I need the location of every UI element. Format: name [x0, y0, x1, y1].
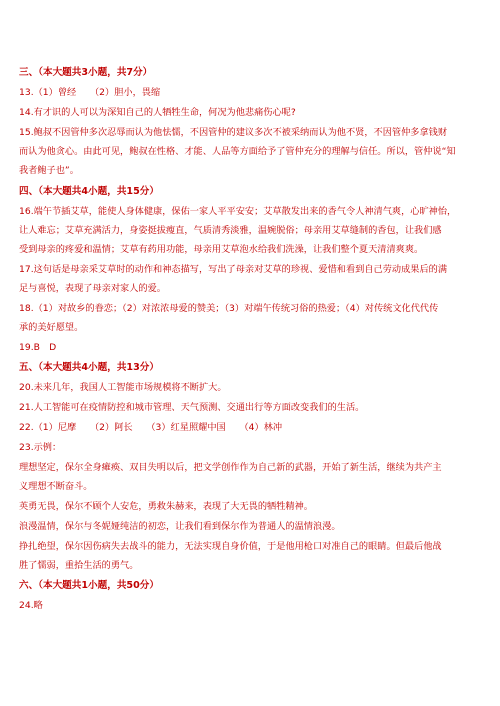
answer-22: 22.（1）尼摩 （2）阿长 （3）红星照耀中国 （4）林冲	[19, 422, 283, 433]
example-4-line-2: 胜了懦弱，重拾生活的勇气。	[19, 560, 139, 571]
answer-17-line-1: 17.这句话是母亲采艾草时的动作和神态描写，写出了母亲对艾草的珍视、爱惜和看到自己劳动成果后的满	[19, 264, 448, 275]
answer-16-line-3: 受到母亲的疼爱和温情；艾草有药用功能，母亲用艾草泡水给我们洗澡，让我们整个夏天清清爽爽。	[19, 244, 424, 255]
section-4-heading: 四、（本大题共4小题，共15分）	[19, 186, 159, 197]
answer-24: 24.略	[19, 600, 43, 611]
answer-16-line-1: 16.端午节插艾草，能使人身体健康，保佑一家人平平安安；艾草散发出来的香气令人神清气爽，心旷神怡，	[19, 206, 457, 217]
example-3: 浪漫温情，保尔与冬妮娅纯洁的初恋，让我们看到保尔作为普通人的温情浪漫。	[19, 521, 341, 532]
answer-14: 14.有才识的人可以为深知自己的人牺牲生命，何况为他悲痛伤心呢?	[19, 107, 296, 118]
section-5-heading: 五、（本大题共4小题，共13分）	[19, 362, 159, 373]
example-1-line-2: 义理想不断奋斗。	[19, 481, 93, 492]
section-3-heading: 三、（本大题共3小题，共7分）	[19, 67, 153, 78]
answer-13: 13.（1）曾经 （2）胆小，畏缩	[19, 87, 161, 98]
answer-16-line-2: 让人难忘；艾草充满活力，身姿挺拔瘦直，气质清秀淡雅，温婉脱俗；母亲用艾草缝制的香包，让我们感	[19, 225, 442, 236]
example-1-line-1: 理想坚定，保尔全身瘫痪、双目失明以后，把文学创作作为自己新的武器，开始了新生活，继续为共产主	[19, 462, 442, 473]
answer-15-line-3: 我者鲍子也”。	[19, 165, 79, 176]
answer-21: 21.人工智能可在疫情防控和城市管理、天气预测、交通出行等方面改变我们的生活。	[19, 402, 365, 413]
answer-key-document	[19, 60, 485, 613]
answer-15-line-2: 而认为他贪心。由此可见，鲍叔在性格、才能、人品等方面给予了管仲充分的理解与信任。所以，管仲说“知	[19, 146, 456, 157]
example-2: 英勇无畏，保尔不顾个人安危，勇救朱赫来，表现了大无畏的牺牲精神。	[19, 501, 313, 512]
answer-17-line-2: 足与喜悦，表现了母亲对家人的爱。	[19, 283, 166, 294]
example-4-line-1: 挣扎绝望，保尔因伤病失去战斗的能力，无法实现自身价值，于是他用枪口对准自己的眼睛。但最后他战	[19, 541, 442, 552]
answer-23-label: 23.示例：	[19, 442, 62, 453]
answer-15-line-1: 15.鲍叔不因管仲多次忍辱而认为他怯懦，不因管仲的建议多次不被采纳而认为他不贤，不因管仲多拿钱财	[19, 127, 448, 138]
section-6-heading: 六、（本大题共1小题，共50分）	[19, 580, 159, 591]
answer-18-line-1: 18.（1）对故乡的眷恋；（2）对浓浓母爱的赞美；（3）对端午传统习俗的热爱；（4）对传统文化代代传	[19, 303, 439, 314]
answer-18-line-2: 承的美好愿望。	[19, 322, 84, 333]
answer-20: 20.未来几年，我国人工智能市场规模将不断扩大。	[19, 382, 227, 393]
answer-19: 19.B D	[19, 342, 57, 353]
